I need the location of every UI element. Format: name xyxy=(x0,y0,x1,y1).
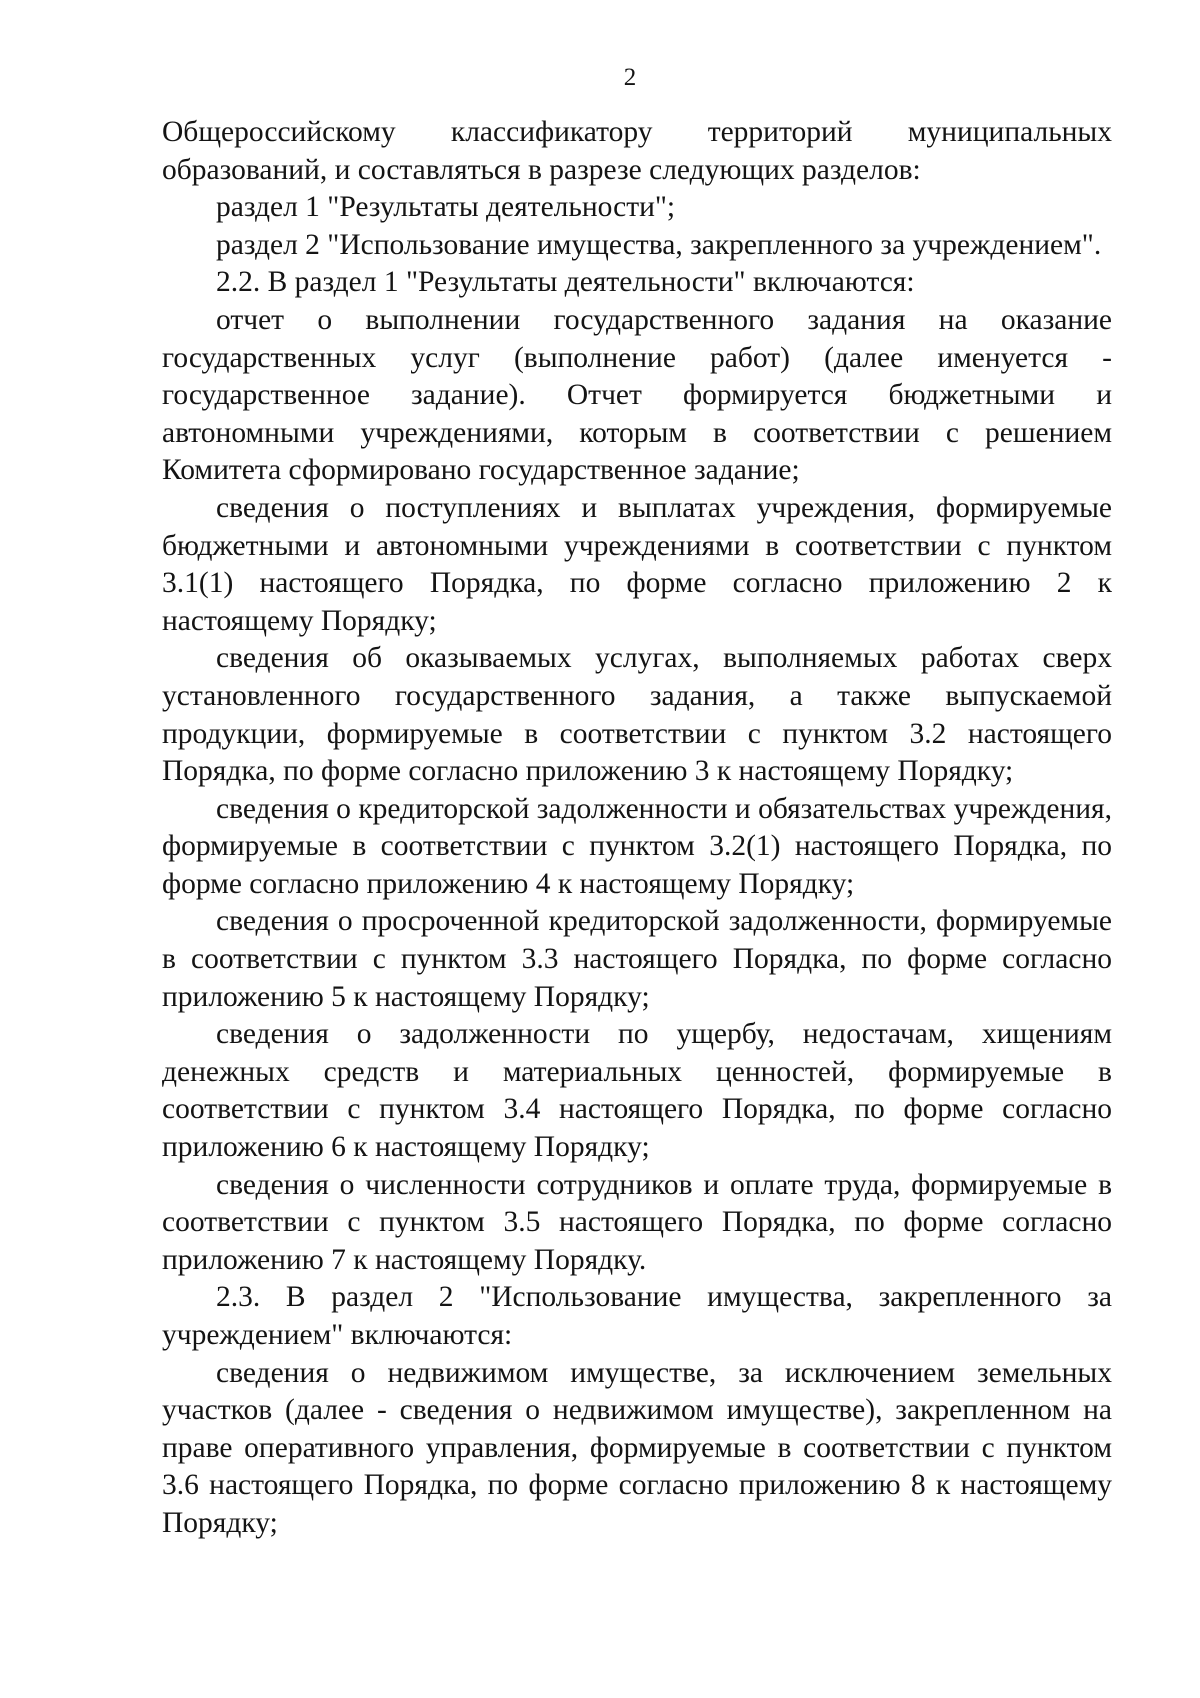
paragraph-overdue-debt: сведения о просроченной кредиторской задолженности, формируемые в соответствии с пунктом 3.3 настоящего Порядка, по форме согласно приложению 5 к настоящему Порядку; xyxy=(162,905,1112,1013)
paragraph-creditor-debt: сведения о кредиторской задолженности и обязательствах учреждения, формируемые в соответствии с пунктом 3.2(1) настоящего Порядка, по форме согласно приложению 4 к настоящему Порядку; xyxy=(162,792,1112,900)
paragraph-real-estate: сведения о недвижимом имуществе, за исключением земельных участков (далее - сведения о недвижимом имуществе), закрепленном на праве оперативного управления, формируемые в соответствии с пунктом 3.6 настоящего Порядка, по форме согласно приложению 8 к настоящему Порядку; xyxy=(162,1356,1112,1539)
paragraph-staff-pay: сведения о численности сотрудников и оплате труда, формируемые в соответствии с пунктом 3.5 настоящего Порядка, по форме согласно приложению 7 к настоящему Порядку. xyxy=(162,1168,1112,1276)
paragraph-state-task-report: отчет о выполнении государственного задания на оказание государственных услуг (выполнение работ) (далее именуется - государственное задание). Отчет формируется бюджетными и автономными учреждениями, которым в соответствии с решением Комитета сформировано государственное задание; xyxy=(162,303,1112,487)
paragraph-section-1: раздел 1 "Результаты деятельности"; xyxy=(216,191,676,224)
paragraph-damage-debt: сведения о задолженности по ущербу, недостачам, хищениям денежных средств и материальных ценностей, формируемые в соответствии с пунктом 3.4 настоящего Порядка, по форме согласно приложению 6 к настоящему Порядку; xyxy=(162,1018,1112,1164)
paragraph-clause-2-3: 2.3. В раздел 2 "Использование имущества, закрепленного за учреждением" включаются: xyxy=(162,1281,1112,1351)
paragraph-receipts-payments: сведения о поступлениях и выплатах учреждения, формируемые бюджетными и автономными учреждениями в соответствии с пунктом 3.1(1) настоящего Порядка, по форме согласно приложению 2 к настоящему Порядку; xyxy=(162,491,1112,637)
paragraph-continuation: Общероссийскому классификатору территорий муниципальных образований, и составляться в разрезе следующих разделов: xyxy=(162,116,1112,186)
paragraph-section-2: раздел 2 "Использование имущества, закрепленного за учреждением". xyxy=(216,228,1102,261)
paragraph-services-above-task: сведения об оказываемых услугах, выполняемых работах сверх установленного государственного задания, а также выпускаемой продукции, формируемые в соответствии с пунктом 3.2 настоящего Порядка, по форме согласно приложению 3 к настоящему Порядку; xyxy=(162,642,1112,788)
page-number: 2 xyxy=(623,64,637,91)
document-body xyxy=(162,114,1112,1543)
paragraph-clause-2-2: 2.2. В раздел 1 "Результаты деятельности" включаются: xyxy=(216,266,915,299)
